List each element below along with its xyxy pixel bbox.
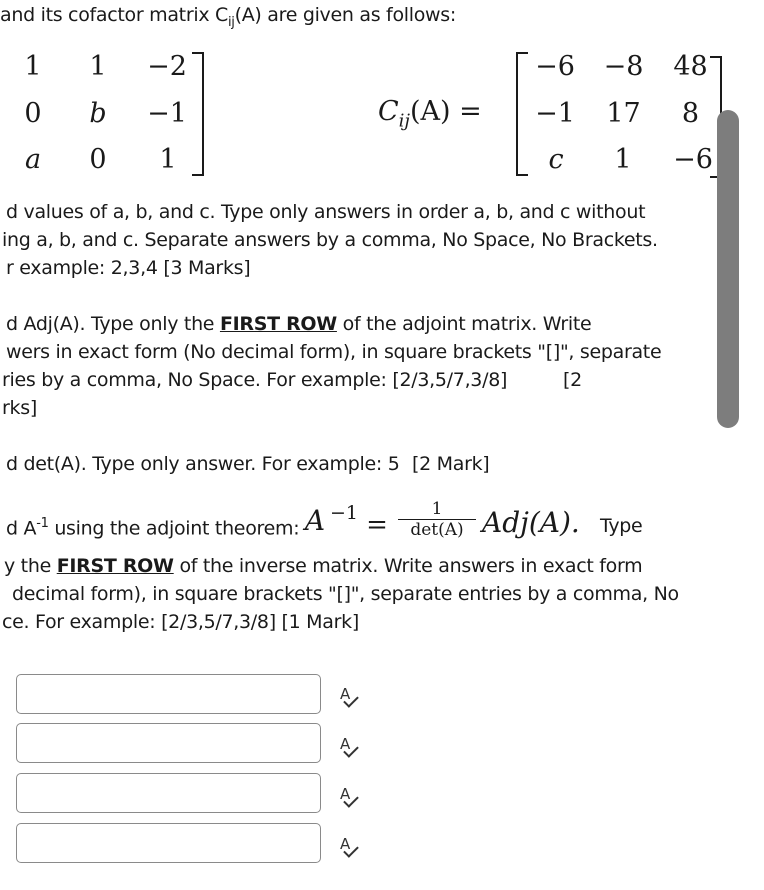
question-3-marks: [2 Mark] [412,453,490,475]
matrix-a-cell: 0 [89,144,107,175]
cofactor-label: $C_{ij}(A)$ = [378,96,482,132]
matrix-a-cell: 1 [24,51,42,82]
scrollbar-thumb[interactable] [717,110,739,428]
cofactor-cell: −8 [603,51,644,82]
question-4-line: y the FIRST ROW of the inverse matrix. Write answers in exact form [4,555,643,577]
cofactor-cell: 8 [681,98,700,129]
cofactor-cell: −6 [673,144,713,175]
formula-fraction [392,500,482,540]
matrix-a-cell: 1 [89,51,107,82]
formula-sup: −1 [329,502,358,524]
question-3-line: d det(A). Type only answer. For example: 5 [6,453,400,475]
question-1-line: r example: 2,3,4 [3 Marks] [6,257,251,279]
cofactor-cell: c [548,144,564,175]
cofactor-left-bracket [516,52,528,176]
spellcheck-icon[interactable]: A [340,686,360,706]
formula-a: A [304,504,326,537]
formula-eq: = [366,510,388,540]
question-2-line: rks] [2,397,37,419]
answer-input-3[interactable] [16,773,321,813]
fraction-numerator: 1 [431,499,443,519]
formula-adj: Adj(A). [482,506,580,539]
question-1-line: d values of a, b, and c. Type only answers in order a, b, and c without [6,201,646,223]
question-2-line: ries by a comma, No Space. For example: [2/3,5/7,3/8] [2,369,508,391]
question-2-line: wers in exact form (No decimal form), in square brackets "[]", separate [6,341,662,363]
question-2-marks: [2 [563,369,582,391]
first-row-emphasis: FIRST ROW [56,555,174,577]
matrix-a-cell: −2 [147,51,187,82]
cofactor-cell: −1 [535,98,575,129]
spellcheck-icon[interactable]: A [340,786,360,806]
question-4-type: Type [600,515,643,537]
question-4-line: d $A^{-1}$ using the adjoint theorem: [6,516,300,540]
cofactor-cell: −6 [535,51,575,82]
answer-input-1[interactable] [16,674,321,714]
fraction-denominator: det(A) [410,520,464,540]
question-4-line: decimal form), in square brackets "[]", separate entries by a comma, No [12,583,679,605]
matrix-a-right-bracket [192,52,204,176]
answer-input-4[interactable] [16,823,321,863]
question-2-line: d Adj(A). Type only the FIRST ROW of the adjoint matrix. Write [6,313,592,335]
cofactor-cell: 17 [606,98,641,129]
matrix-a-cell: a [24,144,42,175]
question-4-line: ce. For example: [2/3,5/7,3/8] [1 Mark] [2,611,359,633]
cofactor-cell: 48 [673,51,708,82]
matrix-a-cell: 0 [24,98,42,129]
matrix-a-cell: −1 [147,98,187,129]
spellcheck-icon[interactable]: A [340,736,360,756]
spellcheck-icon[interactable]: A [340,836,360,856]
answer-input-2[interactable] [16,723,321,763]
intro-text: and its cofactor matrix $C_{ij}(A)$ are given as follows: [0,4,456,30]
matrix-a-cell: 1 [159,144,177,175]
question-1-line: ing a, b, and c. Separate answers by a comma, No Space, No Brackets. [2,229,658,251]
matrix-a-cell: b [89,98,107,129]
first-row-emphasis: FIRST ROW [219,313,337,335]
cofactor-cell: 1 [614,144,632,175]
